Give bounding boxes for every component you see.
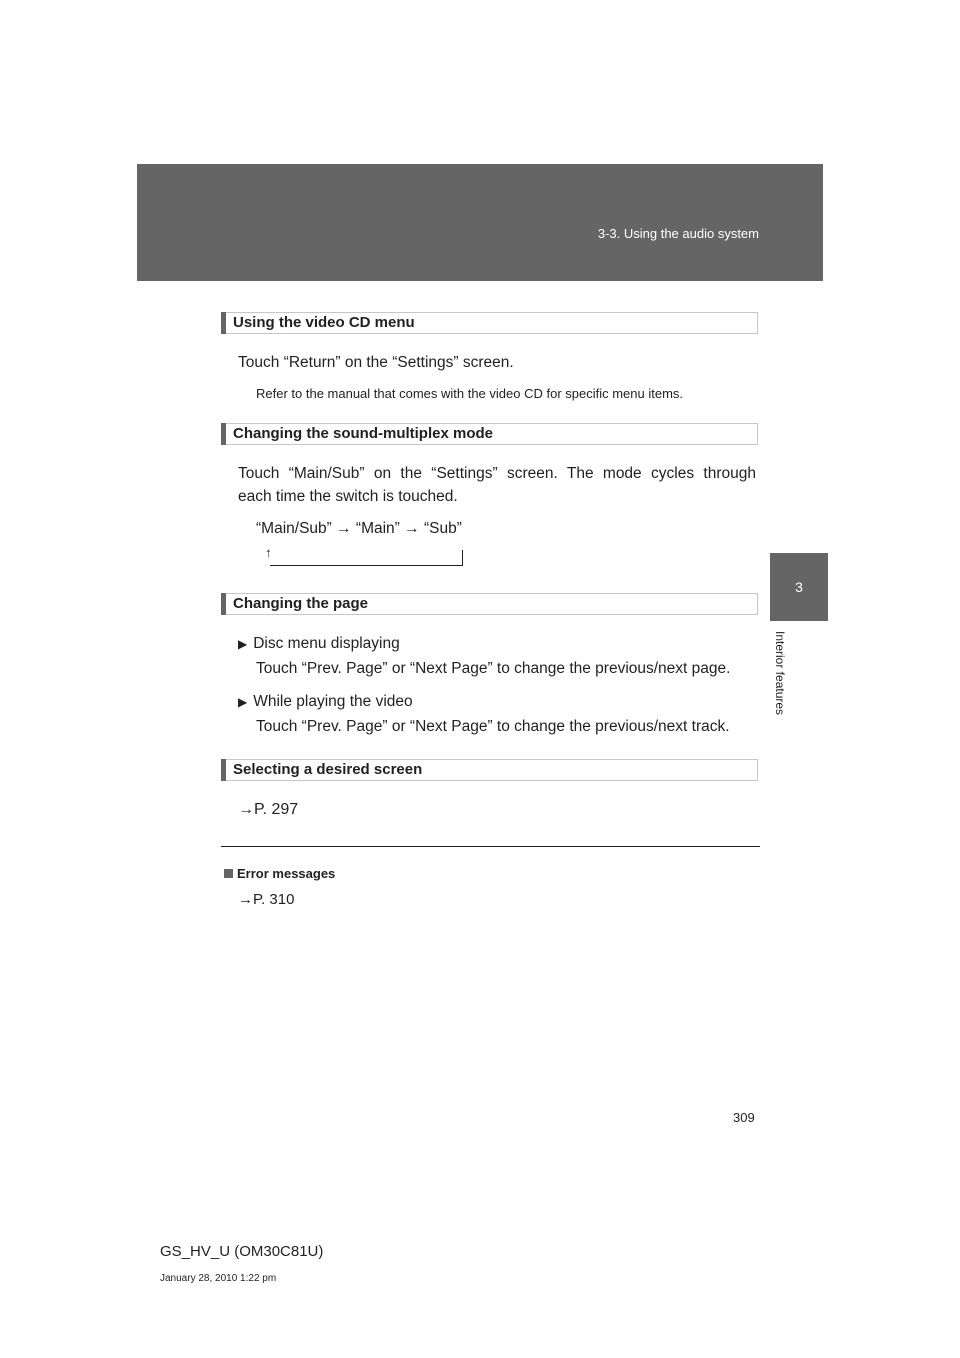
heading-text: Selecting a desired screen	[233, 761, 423, 778]
heading-bar	[221, 423, 226, 445]
notes-title: Error messages	[237, 866, 336, 881]
item-text: Touch “Prev. Page” or “Next Page” to change the previous/next page.	[256, 660, 731, 677]
list-item	[238, 690, 413, 714]
header-band	[137, 164, 823, 281]
cycle-return-line	[270, 550, 463, 566]
heading-text: Changing the page	[233, 595, 368, 612]
list-item	[238, 632, 400, 656]
item-title: Disc menu displaying	[253, 635, 400, 652]
doc-date: January 28, 2010 1:22 pm	[160, 1273, 277, 1284]
heading-bar	[221, 312, 226, 334]
note-text: Refer to the manual that comes with the video CD for specific menu items.	[256, 386, 684, 401]
page-reference: →P. 297	[238, 801, 299, 818]
chapter-tab: 3	[770, 553, 828, 621]
item-title: While playing the video	[253, 693, 413, 710]
heading-desired-screen	[221, 759, 758, 781]
cycle-text: “Main/Sub” → “Main” → “Sub”	[256, 520, 462, 537]
square-bullet-icon	[224, 869, 233, 878]
body-text-line2: each time the switch is touched.	[238, 488, 458, 505]
heading-text: Changing the sound-multiplex mode	[233, 425, 493, 442]
triangle-bullet-icon: ▶	[238, 695, 248, 709]
page-number: 309	[733, 1110, 755, 1125]
notes-heading	[224, 866, 335, 881]
heading-changing-page	[221, 593, 758, 615]
up-arrow-icon: ↑	[265, 545, 272, 560]
heading-text: Using the video CD menu	[233, 314, 415, 331]
triangle-bullet-icon: ▶	[238, 637, 248, 651]
chapter-label: Interior features	[773, 631, 787, 716]
notes-reference: →P. 310	[238, 891, 295, 908]
heading-bar	[221, 593, 226, 615]
heading-bar	[221, 759, 226, 781]
heading-video-cd-menu	[221, 312, 758, 334]
divider	[221, 846, 760, 847]
item-text: Touch “Prev. Page” or “Next Page” to change the previous/next track.	[256, 718, 730, 735]
heading-sound-multiplex	[221, 423, 758, 445]
body-text-line1: Touch “Main/Sub” on the “Settings” screen. The mode cycles through	[238, 465, 756, 482]
doc-code: GS_HV_U (OM30C81U)	[160, 1243, 324, 1260]
section-title: 3-3. Using the audio system	[597, 226, 759, 241]
body-text: Touch “Return” on the “Settings” screen.	[238, 354, 514, 371]
